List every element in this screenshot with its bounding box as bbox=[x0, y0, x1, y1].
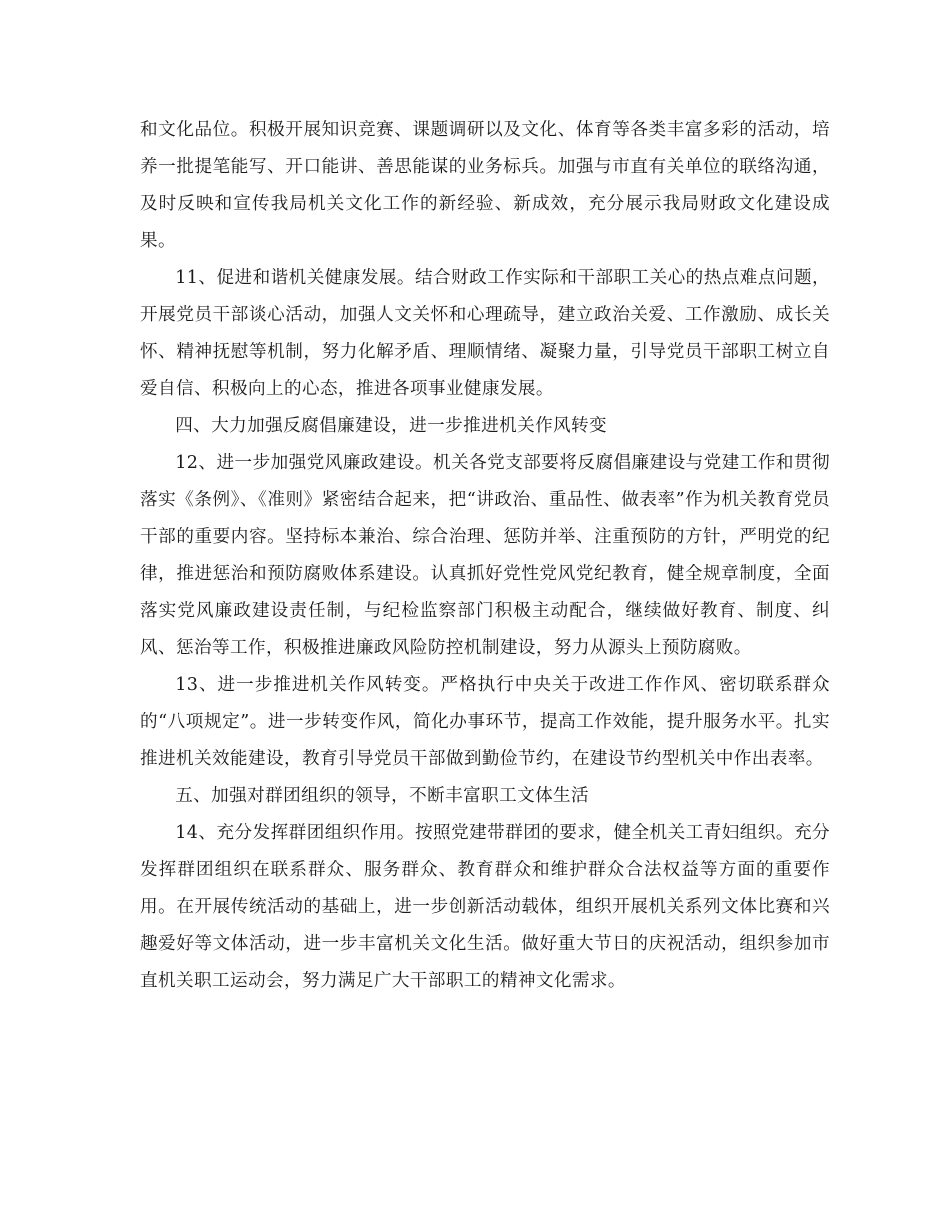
paragraph-item-11: 11、促进和谐机关健康发展。结合财政工作实际和干部职工关心的热点难点问题，开展党员干部谈心活动，加强人文关怀和心理疏导，建立政治关爱、工作激励、成长关怀、精神抚慰等机制，努力化解矛盾、理顺情绪、凝聚力量，引导党员干部职工树立自爱自信、积极向上的心态，推进各项事业健康发展。 bbox=[140, 268, 830, 399]
paragraph-item-12: 12、进一步加强党风廉政建设。机关各党支部要将反腐倡廉建设与党建工作和贯彻落实《条例》、《准则》紧密结合起来，把“讲政治、重品性、做表率”作为机关教育党员干部的重要内容。坚持标本兼治、综合治理、惩防并举、注重预防的方针，严明党的纪律，推进惩治和预防腐败体系建设。认真抓好党性党风党纪教育，健全规章制度，全面落实党风廉政建设责任制，与纪检监察部门积极主动配合，继续做好教育、制度、纠风、惩治等工作，积极推进廉政风险防控机制建设，努力从源头上预防腐败。 bbox=[140, 453, 830, 658]
section-heading-5: 五、加强对群团组织的领导，不断丰富职工文体生活 bbox=[175, 786, 590, 806]
paragraph-item-13: 13、进一步推进机关作风转变。严格执行中央关于改进工作作风、密切联系群众的“八项规定”。进一步转变作风，简化办事环节，提高工作效能，提升服务水平。扎实推进机关效能建设，教育引导党员干部做到勤俭节约，在建设节约型机关中作出表率。 bbox=[140, 675, 830, 769]
document-body bbox=[140, 112, 830, 1000]
paragraph-continuation: 和文化品位。积极开展知识竞赛、课题调研以及文化、体育等各类丰富多彩的活动，培养一批提笔能写、开口能讲、善思能谋的业务标兵。加强与市直有关单位的联络沟通，及时反映和宣传我局机关文化工作的新经验、新成效，充分展示我局财政文化建设成果。 bbox=[140, 120, 830, 251]
section-heading-4: 四、大力加强反腐倡廉建设，进一步推进机关作风转变 bbox=[175, 416, 608, 436]
paragraph-item-14: 14、充分发挥群团组织作用。按照党建带群团的要求，健全机关工青妇组织。充分发挥群团组织在联系群众、服务群众、教育群众和维护群众合法权益等方面的重要作用。在开展传统活动的基础上，进一步创新活动载体，组织开展机关系列文体比赛和兴趣爱好等文体活动，进一步丰富机关文化生活。做好重大节日的庆祝活动，组织参加市直机关职工运动会，努力满足广大干部职工的精神文化需求。 bbox=[140, 823, 830, 991]
